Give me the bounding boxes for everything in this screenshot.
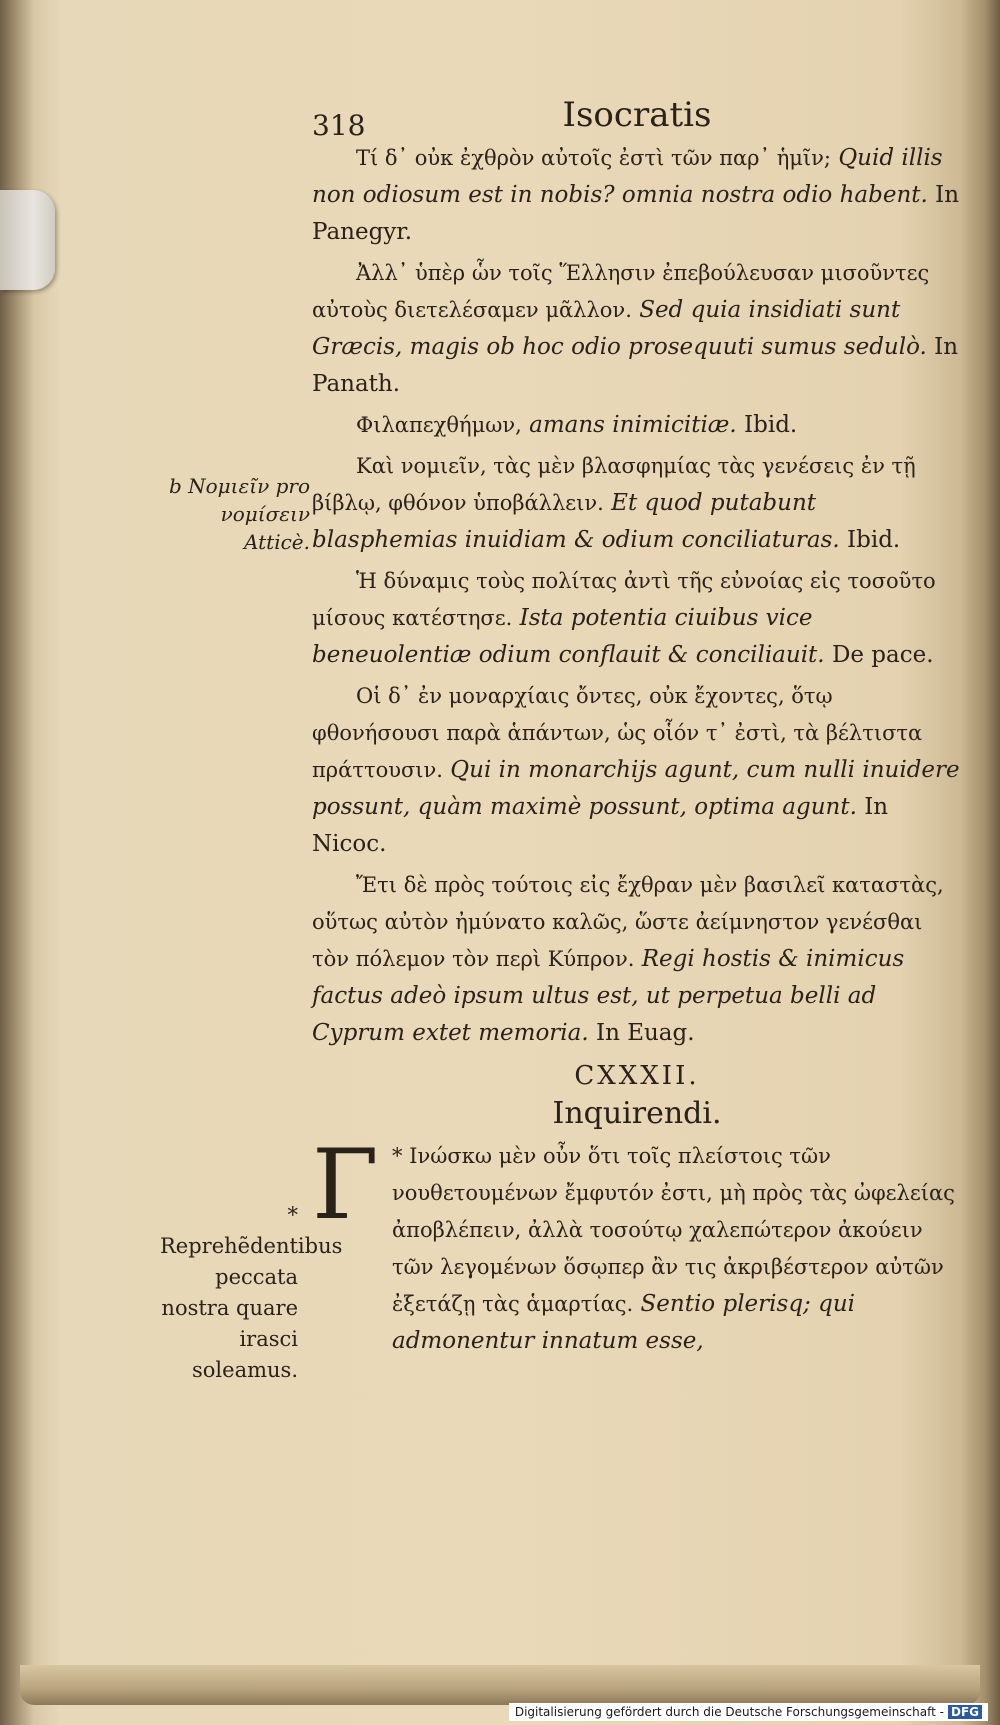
latin-text: amans inimicitiæ. (529, 412, 737, 438)
quote-paragraph (312, 448, 962, 559)
latin-text: Qui in monarchijs agunt, cum nulli inuidere possunt, quàm maximè possunt, optima agunt. (312, 757, 960, 820)
latin-text: Regi hostis & inimicus factus adeò ipsum ultus est, ut perpetua belli ad Cyprum extet memoria. (312, 946, 905, 1046)
greek-text: Ἀλλ᾽ ὑπὲρ ὧν τοῖς Ἕλλησιν ἐπεβούλευσαν μισοῦντες αὐτοὺς διετελέσαμεν μᾶλλον. (312, 261, 930, 322)
latin-text: Sentio plerisq; qui admonentur innatum esse, (392, 1291, 855, 1354)
running-head: Isocratis (562, 95, 712, 135)
page-number: 318 (312, 109, 366, 142)
section-title: Inquirendi. (552, 1096, 722, 1131)
page-edge-bottom (20, 1665, 980, 1705)
latin-text: Et quod putabunt blasphemias inuidiam & odium conciliaturas. (312, 490, 840, 553)
citation: In Panath. (312, 334, 959, 397)
section-paragraph (312, 1129, 962, 1360)
greek-text: Φιλαπεχθήμων, (356, 413, 522, 437)
digitization-credit (509, 1703, 988, 1721)
greek-text: Ἔτι δὲ πρὸς τούτοις εἰς ἔχθραν μὲν βασιλεῖ καταστὰς, οὕτως αὐτὸν ἠμύνατο καλῶς, ὥστε ἀείμνηστον γενέσθαι τὸν πόλεμον τὸν περὶ Κύπρον. (312, 873, 944, 971)
greek-text: * Ινώσκω μὲν οὖν ὅτι τοῖς πλείστοις τῶν νουθετουμένων ἔμφυτόν ἐστι, μὴ πρὸς τὰς ὠφελείας ἀποβλέπειν, ἀλλὰ τοσούτῳ χαλεπώτερον ἀκούειν τῶν λεγομένων ὅσῳπερ ἂν τις ἀκριβέστερον αὐτῶν ἐξετάζῃ τὰς ἁμαρτίας. (392, 1144, 955, 1316)
dfg-logo: DFG (948, 1705, 982, 1719)
quote-paragraph (312, 255, 962, 403)
marginal-note-reprehendentibus: * Reprehẽdentibus peccata nostra quare irasci soleamus. (160, 1203, 343, 1382)
latin-text: Quid illis non odiosum est in nobis? omnia nostra odio habent. (312, 145, 943, 208)
section-number: CXXXII. (574, 1061, 700, 1091)
citation: In Panegyr. (312, 182, 960, 245)
greek-text: Οἱ δ᾽ ἐν μοναρχίαις ὄντες, οὐκ ἔχοντες, ὅτῳ φθονήσουσι παρὰ ἁπάντων, ὡς οἷόν τ᾽ ἐστὶ, τὰ βέλτιστα πράττουσιν. (312, 684, 923, 782)
drop-cap: Γ (312, 1129, 379, 1241)
main-text (312, 140, 962, 1364)
bookmark-tab (0, 190, 55, 290)
greek-text: Καὶ νομιεῖν, τὰς μὲν βλασφημίας τὰς γενέσεις ἐν τῇ βίβλῳ, φθόνον ὑποβάλλειν. (312, 454, 916, 515)
latin-text: Ista potentia ciuibus vice beneuolentiæ odium conflauit & conciliauit. (312, 605, 825, 668)
quote-paragraph (312, 563, 962, 674)
quote-paragraph (312, 407, 962, 444)
marginal-note-nomiein: b Νομιεῖν pro νομίσειν Atticè. (168, 474, 310, 554)
page-header (312, 95, 722, 145)
quote-paragraph (312, 140, 962, 251)
citation: Ibid. (847, 527, 901, 553)
credit-text: Digitalisierung gefördert durch die Deutsche Forschungsgemeinschaft - (514, 1705, 944, 1719)
citation: De pace. (831, 642, 934, 668)
citation: In Euag. (596, 1020, 695, 1046)
greek-text: Τί δ᾽ οὐκ ἐχθρὸν αὐτοῖς ἐστὶ τῶν παρ᾽ ἡμῖν; (356, 146, 832, 170)
quote-paragraph (312, 678, 962, 863)
greek-text: Ἡ δύναμις τοὺς πολίτας ἀντὶ τῆς εὐνοίας εἰς τοσοῦτο μίσους κατέστησε. (312, 569, 936, 630)
citation: Ibid. (744, 412, 798, 438)
latin-text: Sed quia insidiati sunt Græcis, magis ob hoc odio prosequuti sumus sedulò. (312, 297, 927, 360)
quote-paragraph (312, 867, 962, 1052)
citation: In Nicoc. (312, 794, 889, 857)
